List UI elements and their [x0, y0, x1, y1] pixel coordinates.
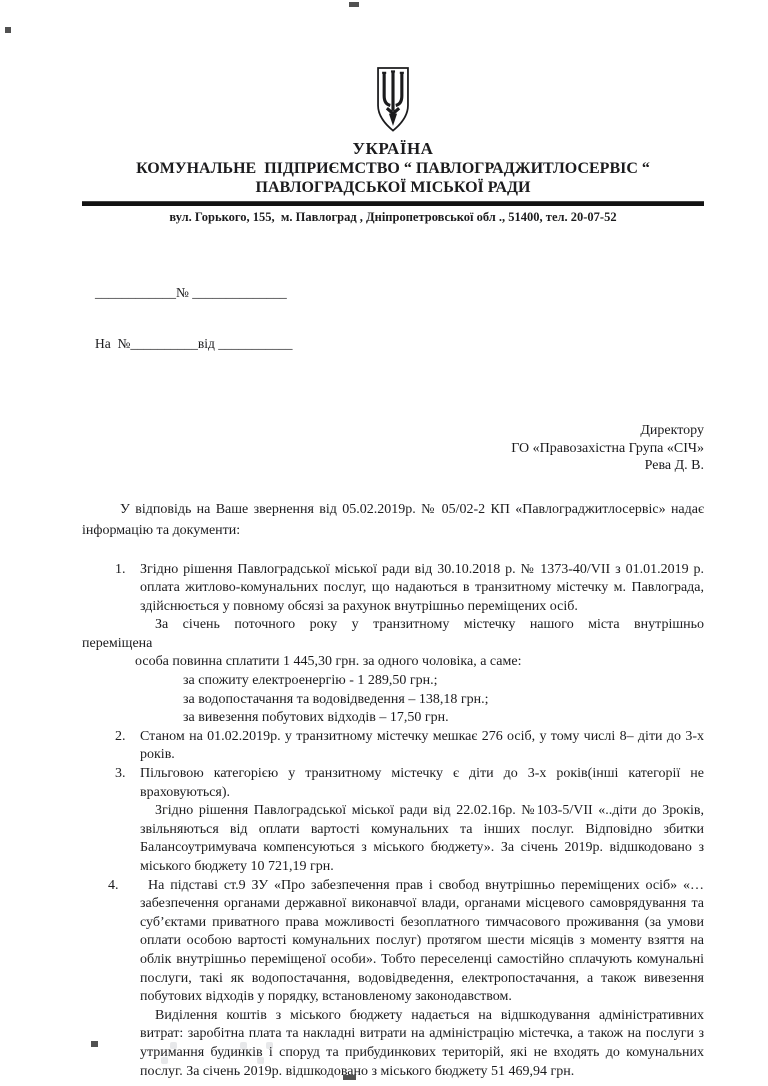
item-number: 2. [115, 728, 126, 744]
country-name: УКРАЇНА [352, 139, 434, 158]
letterhead [82, 66, 704, 225]
fee-line-waste: за вивезення побутових відходів – 17,50 грн. [183, 710, 449, 726]
org-address: вул. Горького, 155, м. Павлоград , Дніпропетровської обл ., 51400, тел. 20-07-52 [169, 210, 617, 224]
fee-line-electricity: за спожиту електроенергію - 1 289,50 грн.; [183, 673, 438, 689]
intro-paragraph: У відповідь на Ваше звернення від 05.02.2019р. № 05/02-2 КП «Павлограджитлосервіс» надає інформацію та документи: [82, 501, 704, 538]
scan-artifact [5, 27, 11, 33]
addressee-block [82, 422, 704, 475]
numbered-list [82, 561, 704, 1082]
addressee-title: Директору [640, 423, 704, 438]
item-number: 3. [115, 766, 126, 782]
reference-reply-line: На №__________від ___________ [95, 336, 293, 351]
fee-line-water: за водопостачання та водовідведення – 138,18 грн.; [183, 691, 489, 707]
list-item-4 [82, 877, 704, 1082]
item-3-text: Пільговою категорією у транзитному містечку є діти до 3-х років(інші категорії не враховуються). [140, 766, 704, 800]
org-name-line1: КОМУНАЛЬНЕ ПІДПРИЄМСТВО “ ПАВЛОГРАДЖИТЛОСЕРВІС “ [136, 160, 650, 177]
item-4-paragraph-2: Виділення коштів з міського бюджету надається на відшкодування адміністративних витрат: заробітна плата та накладні витрати на адміністрацію містечка, а також на послуги з утримання будинків і споруд та прибудинкових територій, які не входять до комунальних послуг. За січень 2019р. відшкодовано з міського бюджету 51 469,94 грн. [140, 1007, 704, 1079]
item-1-amount-line: особа повинна сплатити 1 445,30 грн. за одного чоловіка, а саме: [135, 654, 522, 670]
list-item-1 [82, 561, 704, 728]
addressee-organization: ГО «Правозахістна Група «СІЧ» [511, 440, 704, 456]
list-item-2 [82, 728, 704, 765]
list-item-3 [82, 765, 704, 877]
reference-number-line: ____________№ ______________ [95, 285, 287, 300]
item-1-justified-line: За січень поточного року у транзитному містечку нашого міста внутрішньо [155, 617, 704, 633]
letter-content [82, 0, 704, 1081]
item-4-text: На підставі ст.9 ЗУ «Про забезпечення прав і свобод внутрішньо переміщених осіб» «… забезпечення органами державної виконавчої влади, органами місцевого самоврядування та суб’єктами приватного права можливості безоплатного тимчасового проживання (за умови оплати особою вартості комунальних послуг) протягом шести місяців з моменту взяття на облік внутрішньо переміщеної особи». Тобто переселенці самостійно сплачують комунальні послуги, такі як водопостачання, водовідведення, електропостачання, а також вивезення побутових відходів у порядку, встановленому законодавством. [140, 877, 704, 1005]
item-number: 1. [115, 561, 126, 577]
org-name-line2: ПАВЛОГРАДСЬКОЇ МІСЬКОЇ РАДИ [255, 179, 531, 196]
item-1-outdent-word: переміщена [82, 635, 153, 651]
ukraine-trident-emblem-icon [372, 66, 414, 134]
addressee-person: Рева Д. В. [644, 458, 704, 473]
item-2-text: Станом на 01.02.2019р. у транзитному містечку мешкає 276 осіб, у тому числі 8– діти до 3-х років. [140, 728, 704, 763]
reference-block [95, 250, 704, 386]
item-number: 4. [108, 877, 119, 893]
item-1-text: Згідно рішення Павлоградської міської ради від 30.10.2018 р. № 1373-40/VII з 01.01.2019 р. оплата житлово-комунальних послуг, що надаються в транзитному містечку м. Павлограда, здійснюється у повному обсязі за рахунок внутрішньо переміщених осіб. [140, 561, 704, 614]
letterhead-rule [82, 201, 704, 206]
item-3-paragraph-2: Згідно рішення Павлоградської міської ради від 22.02.16р. №103-5/VII «..діти до 3років, звільняються від оплати вартості комунальних та інших послуг. Відповідно збитки Балансоутримувача компенсуються з міського бюджету». За січень 2019р. відшкодовано з міського бюджету 10 721,19 грн. [140, 803, 704, 874]
